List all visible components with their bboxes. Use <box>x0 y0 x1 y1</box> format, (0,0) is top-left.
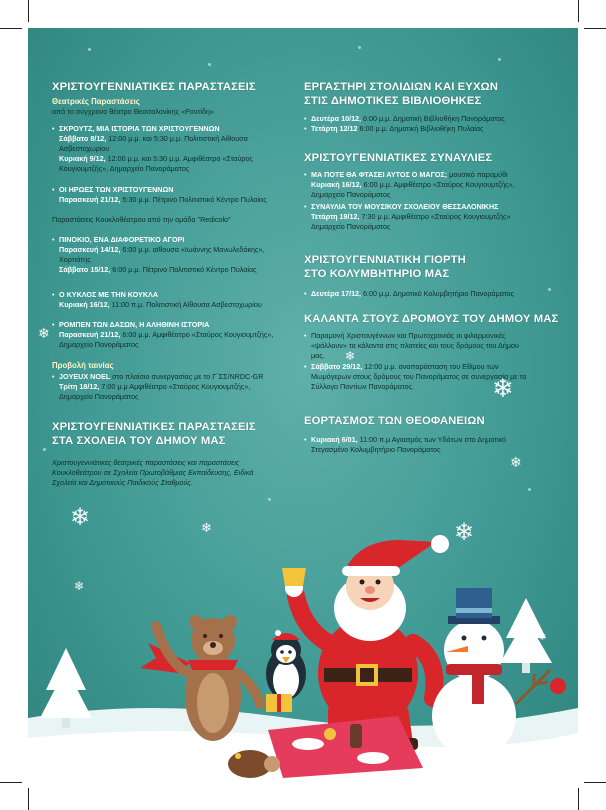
event-detail: 6:00 μ.μ. Πέτρινο Πολιτιστικό Κέντρο Πυλαίας <box>110 265 257 274</box>
event-date: Παρασκευή 21/12, <box>59 195 121 204</box>
event-date: Παρασκευή 14/12, <box>59 245 121 254</box>
paragraph-line: Χριστουγεννιάτικες θεατρικές παραστάσεις και παραστάσεις <box>52 458 240 467</box>
snow-dot <box>88 48 91 51</box>
event-detail: Παραμονή Χριστουγέννων και Πρωτοχρονιάς οι φιλαρμονικές <box>311 331 506 340</box>
event-date: Κυριακή 16/12, <box>311 180 362 189</box>
event-detail: 6:00 μ.μ. Δημοτική Βιβλιοθήκη Πυλαίας <box>357 124 484 133</box>
event-title: ΠΙΝΟΚΙΟ, ΕΝΑ ΔΙΑΦΟΡΕΤΙΚΟ ΑΓΟΡΙ <box>59 235 185 244</box>
event-title: ΣΥΝΑΥΛΙΑ ΤΟΥ ΜΟΥΣΙΚΟΥ ΣΧΟΛΕΙΟΥ ΘΕΣΣΑΛΟΝΙΚΗΣ <box>311 202 499 211</box>
event-detail: Δημαρχείο Πανοράματος <box>311 190 391 199</box>
snowflake-icon: ❄ <box>492 373 514 403</box>
section-title: ΧΡΙΣΤΟΥΓΕΝΝΙΑΤΙΚΗ ΓΙΟΡΤΗ <box>304 254 466 266</box>
event-date: Κυριακή 9/12, <box>59 154 106 163</box>
paragraph-line: Κουκλοθεάτρου σε Σχολεία Πρωτοβάθμιας Εκπαίδευσης, Ειδικά <box>52 468 254 477</box>
event-detail: μουσικό παραμύθι <box>447 170 508 179</box>
event-title: ΜΑ ΠΟΤΕ ΘΑ ΦΤΑΣΕΙ ΑΥΤΟΣ Ο ΜΑΓΟΣ; <box>311 170 448 179</box>
snowflake-icon: ❄ <box>38 325 50 341</box>
section-subtitle: Θεατρικές Παραστάσεις <box>52 97 140 106</box>
event-date: Δευτέρα 10/12, <box>311 114 362 123</box>
event-date: Τετάρτη 19/12, <box>311 212 360 221</box>
event-detail: 6:00 μ.μ. Αμφιθέατρο «Σταύρος Κουγιουμτζής», <box>361 180 515 189</box>
event-detail: 6:00 μ.μ. αίθουσα «Ιωάννης Μανωλεδάκης», <box>120 245 265 254</box>
event-item <box>304 331 566 361</box>
section-subtitle: Προβολή ταινίας <box>52 361 114 370</box>
event-detail: Χορτιάτης <box>59 255 91 264</box>
event-detail: 11:00 π.μ. Πολιτιστική Αίθουσα Ασβεστοχωρίου <box>109 300 262 309</box>
christmas-tree-right-icon <box>500 598 552 673</box>
bullet-icon: • <box>304 124 307 133</box>
bullet-icon: • <box>304 289 307 298</box>
event-title: ΟΙ ΗΡΩΕΣ ΤΩΝ ΧΡΙΣΤΟΥΓΕΝΝΩΝ <box>59 185 174 194</box>
intro-text: από το σύγχρονο θέατρο Θεσσαλονίκης «Ροντίδη» <box>52 107 214 116</box>
bullet-icon: • <box>52 185 55 194</box>
event-detail: Στεγασμένο Κολυμβητήριο Πανοράματος <box>311 445 441 454</box>
christmas-tree-left-icon <box>40 648 92 728</box>
penguin-icon <box>266 630 306 712</box>
event-detail: 12:00 μ.μ. και 5:30 μ.μ. Πολιτιστική Αίθουσα <box>106 134 248 143</box>
event-title: ΡΟΜΠΕΝ ΤΩΝ ΔΑΣΩΝ, Η ΑΛΗΘΙΝΗ ΙΣΤΟΡΙΑ <box>59 320 210 329</box>
event-item <box>304 114 566 124</box>
event-date: Τρίτη 18/12, <box>59 382 100 391</box>
snow-dot <box>43 448 46 451</box>
event-detail: Δημαρχείο Πανοράματος <box>59 392 139 401</box>
event-item <box>52 290 304 310</box>
event-detail: 11:00 π.μ Αγιασμός των Υδάτων στο Δημοτικό <box>357 435 507 444</box>
section-title: ΣΤΙΣ ΔΗΜΟΤΙΚΕΣ ΒΙΒΛΙΟΘΗΚΕΣ <box>304 95 482 107</box>
event-detail: Δημαρχείο Πανοράματος <box>311 222 391 231</box>
event-item <box>52 320 304 350</box>
snowflake-icon: ❄ <box>454 519 475 546</box>
event-item <box>304 435 566 455</box>
bullet-icon: • <box>304 170 307 179</box>
bullet-icon: • <box>304 202 307 211</box>
event-detail: Μωμόγερων στους δρόμους του Πανοράματος σε συνεργασία με το <box>311 372 527 381</box>
event-date: Κυριακή 6/01, <box>311 435 358 444</box>
bullet-icon: • <box>304 331 307 340</box>
snowflake-icon: ❄ <box>345 349 356 363</box>
puppet-heading: Παραστάσεις Κουκλοθέατρου από την ομάδα "Redicolo" <box>52 215 231 224</box>
section-title: ΣΤΑ ΣΧΟΛΕΙΑ ΤΟΥ ΔΗΜΟΥ ΜΑΣ <box>52 435 226 447</box>
snow-dot <box>358 46 361 49</box>
event-date: Παρασκευή 21/12, <box>59 330 121 339</box>
snowflake-icon: ❄ <box>70 504 91 531</box>
event-item <box>52 185 304 205</box>
event-date: Σάββατο 8/12, <box>59 134 107 143</box>
bullet-icon: • <box>52 372 55 381</box>
bullet-icon: • <box>52 124 55 133</box>
event-detail: Σύλλογο Ποντίων Πανοράματος. <box>311 382 415 391</box>
event-item <box>304 289 566 299</box>
event-detail: 6:00 μ.μ. Δημοτικό Κολυμβητήριο Πανοράματος <box>361 289 515 298</box>
event-detail: μας. <box>311 351 325 360</box>
event-title: Ο ΚΥΚΛΟΣ ΜΕ ΤΗΝ ΚΟΥΚΛΑ <box>59 290 159 299</box>
event-date: Σάββατο 15/12, <box>59 265 111 274</box>
snow-dot <box>208 63 211 66</box>
event-date: Κυριακή 16/12, <box>59 300 110 309</box>
event-item <box>304 362 566 392</box>
section-title: ΧΡΙΣΤΟΥΓΕΝΝΙΑΤΙΚΕΣ ΠΑΡΑΣΤΑΣΕΙΣ <box>52 81 256 93</box>
event-detail: Δημαρχείο Πανοράματος <box>59 340 139 349</box>
paragraph-line: Σχολεία και Δημοτικούς Παιδικούς Σταθμούς. <box>52 478 193 487</box>
bullet-icon: • <box>52 320 55 329</box>
event-item <box>304 170 566 200</box>
bullet-icon: • <box>52 235 55 244</box>
event-title: ΣΚΡΟΥΤΖ, ΜΙΑ ΙΣΤΟΡΙΑ ΤΩΝ ΧΡΙΣΤΟΥΓΕΝΝΩΝ <box>59 124 220 133</box>
event-detail: 12:00 μ.μ. αναπαράσταση του Εθίμου των <box>362 362 499 371</box>
bullet-icon: • <box>304 362 307 371</box>
section-title: ΧΡΙΣΤΟΥΓΕΝΝΙΑΤΙΚΕΣ ΣΥΝΑΥΛΙΕΣ <box>304 152 493 164</box>
event-detail: Ασβεστοχωρίου <box>59 144 110 153</box>
bullet-icon: • <box>304 114 307 123</box>
event-item <box>52 124 304 174</box>
snow-dot <box>498 58 501 61</box>
event-detail: στο πλαίσιο συνεργασίας με το Γ΄ΣΣ/NRDC-GR <box>110 372 264 381</box>
event-detail: Κουγιουμτζής», Δημαρχείο Πανοράματος <box>59 164 190 173</box>
event-item <box>304 202 566 232</box>
event-item <box>52 372 304 402</box>
event-detail: 12:00 μ.μ. και 5:30 μ.μ. Αμφιθέατρο «Σταύρος <box>105 154 253 163</box>
bullet-icon: • <box>52 290 55 299</box>
section-title: ΕΟΡΤΑΣΜΟΣ ΤΩΝ ΘΕΟΦΑΝΕΙΩΝ <box>304 415 485 427</box>
event-detail: 7:30 μ.μ. Αμφιθέατρο «Σταύρος Κουγιουμτζής» <box>359 212 511 221</box>
section-title: ΧΡΙΣΤΟΥΓΕΝΝΙΑΤΙΚΕΣ ΠΑΡΑΣΤΑΣΕΙΣ <box>52 421 256 433</box>
section-title: ΚΑΛΑΝΤΑ ΣΤΟΥΣ ΔΡΟΜΟΥΣ ΤΟΥ ΔΗΜΟΥ ΜΑΣ <box>304 313 559 325</box>
snowflake-icon: ❄ <box>510 454 522 470</box>
poster <box>28 28 578 782</box>
event-detail: 5:30 μ.μ. Πέτρινο Πολιτιστικό Κέντρο Πυλαίας <box>120 195 267 204</box>
event-date: Δευτέρα 17/12, <box>311 289 362 298</box>
event-detail: 6:00 μ.μ. Δημοτική Βιβλιοθήκη Πανοράματος <box>361 114 505 123</box>
snowflake-icon: ❄ <box>74 579 85 593</box>
event-detail: «ψάλλουν» τα κάλαντα στις πλατείες και τους δρόμους του Δήμου <box>311 341 519 350</box>
bullet-icon: • <box>304 435 307 444</box>
event-date: Σάββατο 29/12, <box>311 362 363 371</box>
event-date: Τετάρτη 12/12 <box>311 124 358 133</box>
event-detail: 7:00 μ.μ Αμφιθέατρο «Σταύρος Κουγιουμτζής», <box>99 382 251 391</box>
santa-icon <box>282 535 449 750</box>
event-title: JOYEUX NOEL <box>59 372 111 381</box>
snowflake-icon: ❄ <box>201 520 212 535</box>
event-detail: 6:00 μ.μ. Αμφιθέατρο «Σταύρος Κουγιουμτζής», <box>120 330 274 339</box>
section-title: ΕΡΓΑΣΤΗΡΙ ΣΤΟΛΙΔΙΩΝ ΚΑΙ ΕΥΧΩΝ <box>304 81 498 93</box>
event-item <box>52 235 304 275</box>
section-title: ΣΤΟ ΚΟΛΥΜΒΗΤΗΡΙΟ ΜΑΣ <box>304 268 450 280</box>
christmas-illustration <box>28 468 578 782</box>
event-item <box>304 124 566 134</box>
